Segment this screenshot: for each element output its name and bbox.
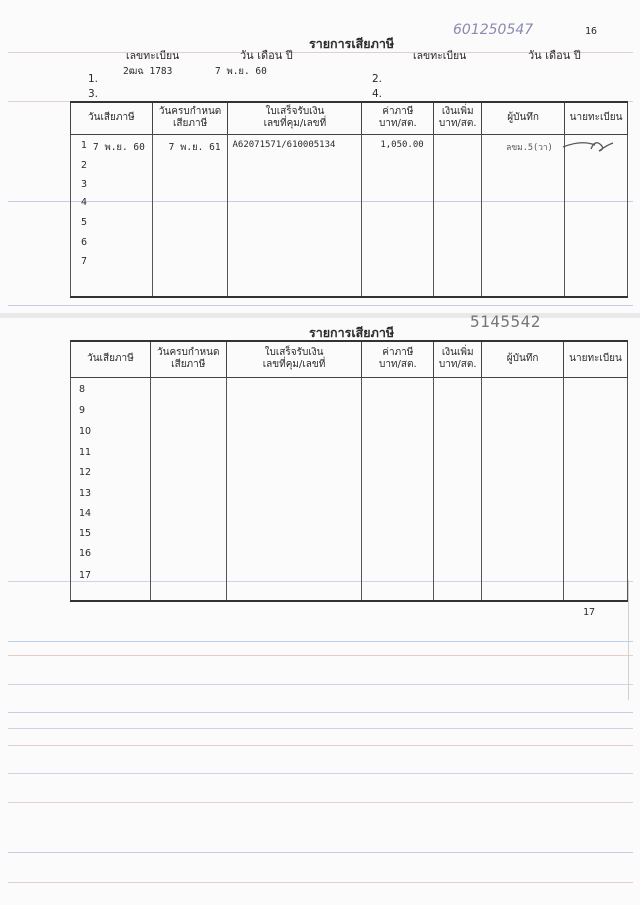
- cell-paid-date-2: [71, 377, 151, 601]
- date-label-right: วัน เดือน ปี: [528, 49, 581, 62]
- cell-due-date-2: [150, 377, 226, 601]
- row-number-4: 4: [81, 196, 88, 208]
- row-number-7: 7: [81, 255, 88, 267]
- page-number: 16: [585, 26, 598, 37]
- recorder-1: ลขม.5(วา): [506, 142, 553, 153]
- row-number-2: 2: [81, 159, 88, 171]
- reg-label-left: เลขทะเบียน: [126, 50, 180, 62]
- reg-num-1: 1.: [88, 73, 99, 85]
- col-registrar-2: นายทะเบียน: [564, 341, 628, 377]
- handwritten-number: 601250547: [453, 22, 534, 38]
- col-surcharge: เงินเพิ่ม บาท/สต.: [434, 102, 482, 134]
- receipt-1: A62071571/610005134: [232, 139, 336, 150]
- row-number-17: 17: [79, 569, 92, 581]
- row-number-14: 14: [79, 507, 92, 519]
- reg-num-2: 2.: [372, 73, 383, 85]
- col-receipt: ใบเสร็จรับเงิน เลขที่คุม/เลขที่: [228, 102, 362, 134]
- col-surcharge-2: เงินเพิ่ม บาท/สต.: [434, 341, 482, 377]
- top-number: 5145542: [470, 312, 541, 331]
- row-number-13: 13: [79, 487, 92, 499]
- row-number-6: 6: [81, 236, 88, 248]
- cell-paid-date: [71, 134, 153, 297]
- tax-table-1: [70, 101, 628, 298]
- reg-num-4: 4.: [372, 88, 383, 100]
- cell-recorder-2: [482, 377, 564, 601]
- cell-receipt-2: [226, 377, 362, 601]
- cell-registrar-2: [564, 377, 628, 601]
- table-body: [71, 134, 628, 297]
- cell-tax-2: [362, 377, 434, 601]
- row-number-9: 9: [79, 404, 86, 416]
- cell-surcharge: [434, 134, 482, 297]
- reg-date-1: 7 พ.ย. 60: [215, 66, 267, 77]
- row-number-15: 15: [79, 527, 92, 539]
- reg-value-1: 2ฒฉ 1783: [123, 66, 173, 77]
- col-due-date-2: วันครบกำหนด เสียภาษี: [150, 341, 226, 377]
- tax-table-2: [70, 340, 628, 602]
- col-paid-date-2: วันเสียภาษี: [71, 341, 151, 377]
- col-recorder: ผู้บันทึก: [482, 102, 565, 134]
- due-date-1: 7 พ.ย. 61: [168, 141, 221, 153]
- cell-registrar: [565, 134, 628, 297]
- date-label-left: วัน เดือน ปี: [240, 49, 293, 62]
- cell-due-date: [152, 134, 228, 297]
- reg-num-3: 3.: [88, 88, 99, 100]
- row-number-12: 12: [79, 466, 92, 478]
- col-due-date: วันครบกำหนด เสียภาษี: [152, 102, 228, 134]
- col-paid-date: วันเสียภาษี: [71, 102, 153, 134]
- col-recorder-2: ผู้บันทึก: [482, 341, 564, 377]
- page-title-2: รายการเสียภาษี: [309, 325, 395, 340]
- col-tax-2: ค่าภาษี บาท/สต.: [362, 341, 434, 377]
- table-header-2: [71, 341, 628, 377]
- row-number-10: 10: [79, 425, 92, 437]
- page-title: รายการเสียภาษี: [309, 36, 395, 51]
- row-number-16: 16: [79, 547, 92, 559]
- row-number-8: 8: [79, 383, 86, 395]
- row-number-1: 1: [81, 139, 88, 151]
- cell-surcharge-2: [434, 377, 482, 601]
- page-number-2: 17: [583, 607, 596, 618]
- row-number-3: 3: [81, 178, 88, 190]
- cell-tax: [362, 134, 434, 297]
- cell-recorder: [482, 134, 565, 297]
- table-body-2: [71, 377, 628, 601]
- col-tax: ค่าภาษี บาท/สต.: [362, 102, 434, 134]
- col-receipt-2: ใบเสร็จรับเงิน เลขที่คุม/เลขที่: [226, 341, 362, 377]
- reg-label-right: เลขทะเบียน: [413, 50, 467, 62]
- registrar-signature: [561, 135, 623, 157]
- cell-receipt: [228, 134, 362, 297]
- row-number-5: 5: [81, 216, 88, 228]
- paid-date-1: 7 พ.ย. 60: [93, 141, 145, 153]
- row-number-11: 11: [79, 446, 92, 458]
- col-registrar: นายทะเบียน: [565, 102, 628, 134]
- tax-1: 1,050.00: [380, 139, 424, 150]
- table-header: [71, 102, 628, 134]
